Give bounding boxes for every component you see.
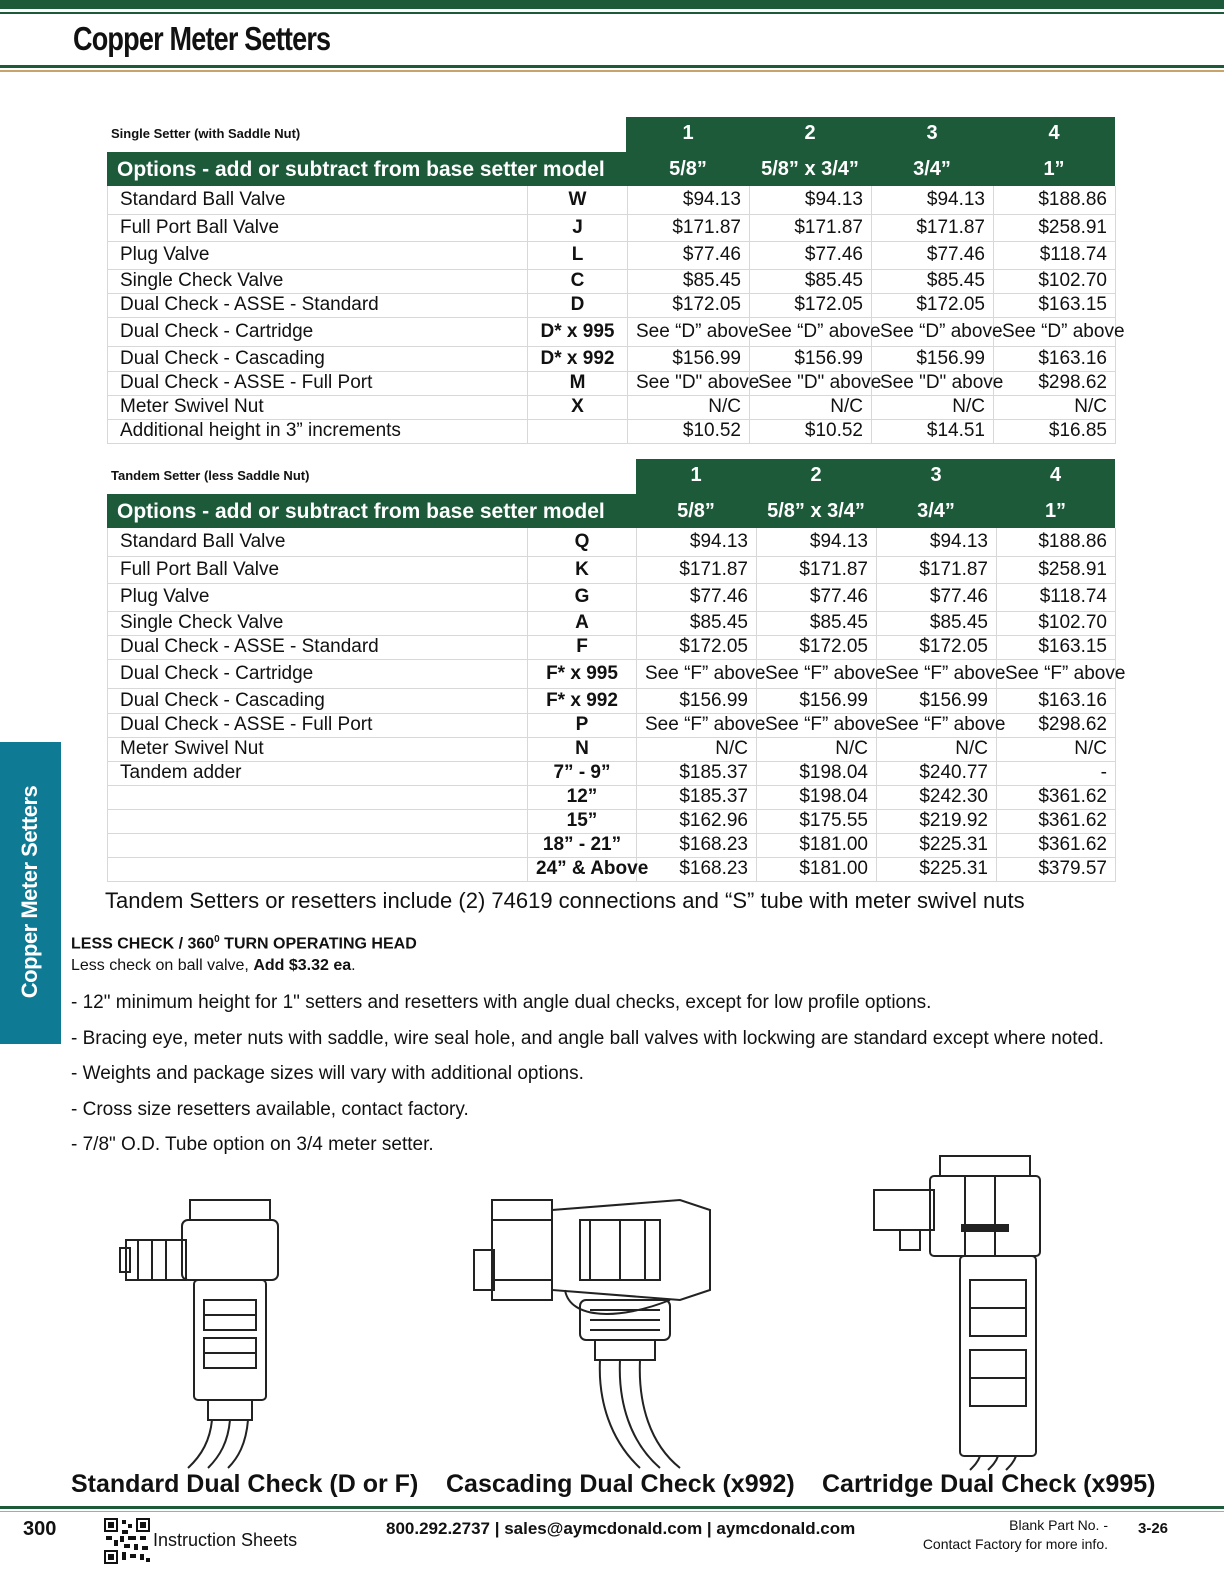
price-cell: See "D" above (872, 371, 994, 395)
single-col-size: 5/8” (669, 158, 707, 180)
price-cell: $175.55 (757, 809, 877, 833)
price-cell: $198.04 (757, 785, 877, 809)
less-check-title: LESS CHECK / $360^0$ TURN OPERATING HEAD (71, 934, 417, 953)
price-cell: $156.99 (637, 688, 757, 713)
price-cell: $77.46 (757, 583, 877, 611)
code-cell: D* x 995 (528, 317, 628, 346)
price-cell: N/C (872, 395, 994, 419)
single-options-label: Options - add or subtract from base setter model (117, 158, 605, 181)
code-cell: N (528, 737, 637, 761)
price-cell: N/C (750, 395, 872, 419)
table-row (108, 528, 1116, 556)
price-cell: $298.62 (997, 713, 1116, 737)
price-cell: $156.99 (757, 688, 877, 713)
single-col-number: 1 (682, 122, 694, 144)
option-cell: Full Port Ball Valve (108, 556, 528, 583)
price-cell: $171.87 (757, 556, 877, 583)
price-cell: $77.46 (872, 241, 994, 269)
table-row (108, 186, 1116, 214)
tandem-col-size: 3/4” (917, 500, 955, 522)
table-row (108, 833, 1116, 857)
cartridge-dual-check-caption: Cartridge Dual Check (x995) (822, 1470, 1156, 1498)
table-row (108, 419, 1116, 443)
code-cell: 24” & Above (528, 857, 637, 881)
price-cell: See “D” above (628, 317, 750, 346)
option-cell: Plug Valve (108, 241, 528, 269)
price-cell: $102.70 (997, 611, 1116, 635)
price-cell: $258.91 (994, 214, 1116, 241)
tandem-col-number: 1 (690, 464, 702, 486)
cartridge-dual-check-illustration (870, 1150, 1050, 1470)
code-cell: 7” - 9” (528, 761, 637, 785)
tandem-options-label: Options - add or subtract from base setter model (117, 500, 605, 523)
price-cell: $77.46 (750, 241, 872, 269)
single-setter-table (107, 186, 1125, 444)
option-cell: Single Check Valve (108, 611, 528, 635)
tandem-col-size: 5/8” x 3/4” (767, 500, 865, 522)
price-cell: N/C (757, 737, 877, 761)
price-cell: See “F” above (997, 659, 1116, 688)
price-cell: $188.86 (994, 186, 1116, 214)
option-cell (108, 833, 528, 857)
price-cell: See "D" above (750, 371, 872, 395)
price-cell: $361.62 (997, 785, 1116, 809)
instruction-sheets-link[interactable]: Instruction Sheets (153, 1530, 298, 1550)
footer-contact[interactable]: 800.292.2737 | sales@aymcdonald.com | aymcdonald.com (386, 1519, 856, 1538)
option-cell (108, 809, 528, 833)
price-cell: See “D” above (750, 317, 872, 346)
price-cell: See “F” above (637, 713, 757, 737)
option-cell (108, 785, 528, 809)
price-cell: $185.37 (637, 785, 757, 809)
price-cell: $171.87 (750, 214, 872, 241)
option-cell: Dual Check - ASSE - Standard (108, 635, 528, 659)
price-cell: $85.45 (750, 269, 872, 293)
single-col-size: 5/8” x 3/4” (761, 158, 859, 180)
price-cell: $118.74 (994, 241, 1116, 269)
code-cell: W (528, 186, 628, 214)
code-cell: C (528, 269, 628, 293)
price-cell: $85.45 (637, 611, 757, 635)
price-cell: $156.99 (628, 346, 750, 371)
qr-code-icon[interactable] (104, 1518, 150, 1564)
price-cell: $298.62 (994, 371, 1116, 395)
code-cell (528, 419, 628, 443)
price-cell: N/C (877, 737, 997, 761)
price-cell: N/C (997, 737, 1116, 761)
price-cell: $181.00 (757, 857, 877, 881)
price-cell: $185.37 (637, 761, 757, 785)
option-cell: Plug Valve (108, 583, 528, 611)
option-cell: Full Port Ball Valve (108, 214, 528, 241)
title-rule (0, 65, 1224, 68)
code-cell: X (528, 395, 628, 419)
tandem-col-number: 4 (1049, 464, 1062, 486)
price-cell: $219.92 (877, 809, 997, 833)
code-cell: L (528, 241, 628, 269)
option-cell: Dual Check - Cartridge (108, 659, 528, 688)
option-cell: Dual Check - ASSE - Standard (108, 293, 528, 317)
table-row (108, 688, 1116, 713)
price-cell: $85.45 (872, 269, 994, 293)
price-cell: $163.16 (997, 688, 1116, 713)
tandem-col-size: 5/8” (677, 500, 715, 522)
price-cell: $77.46 (628, 241, 750, 269)
price-cell: $172.05 (872, 293, 994, 317)
note-item: - Weights and package sizes will vary with additional options. (71, 1063, 584, 1084)
price-cell: $225.31 (877, 857, 997, 881)
price-cell: $172.05 (750, 293, 872, 317)
table-row (108, 214, 1116, 241)
table-row (108, 269, 1116, 293)
code-cell: F* x 995 (528, 659, 637, 688)
table-row (108, 809, 1116, 833)
option-cell: Dual Check - Cascading (108, 688, 528, 713)
table-row (108, 583, 1116, 611)
option-cell: Dual Check - Cascading (108, 346, 528, 371)
tandem-col-number: 3 (930, 464, 942, 486)
note-item: - Bracing eye, meter nuts with saddle, wire seal hole, and angle ball valves with lockwing are standard except where noted. (71, 1027, 1104, 1049)
price-cell: See “F” above (637, 659, 757, 688)
price-cell: See “D” above (994, 317, 1116, 346)
section-number: 3-26 (1138, 1520, 1169, 1537)
option-cell (108, 857, 528, 881)
table-row (108, 611, 1116, 635)
price-cell: $163.15 (994, 293, 1116, 317)
note-item: - 7/8" O.D. Tube option on 3/4 meter setter. (71, 1134, 434, 1155)
price-cell: - (997, 761, 1116, 785)
single-col-size: 1” (1043, 158, 1065, 180)
price-cell: N/C (994, 395, 1116, 419)
price-cell: $171.87 (877, 556, 997, 583)
tandem-col-number: 2 (810, 464, 822, 486)
table-row (108, 317, 1116, 346)
code-cell: F* x 992 (528, 688, 637, 713)
price-cell: $156.99 (877, 688, 997, 713)
price-cell: $171.87 (637, 556, 757, 583)
option-cell: Standard Ball Valve (108, 186, 528, 214)
price-cell: $162.96 (637, 809, 757, 833)
price-cell: $102.70 (994, 269, 1116, 293)
price-cell: $118.74 (997, 583, 1116, 611)
price-cell: $240.77 (877, 761, 997, 785)
price-cell: $181.00 (757, 833, 877, 857)
option-cell: Standard Ball Valve (108, 528, 528, 556)
table-row (108, 737, 1116, 761)
table-row (108, 556, 1116, 583)
table-row (108, 713, 1116, 737)
table-row (108, 857, 1116, 881)
price-cell: $156.99 (872, 346, 994, 371)
footer-rule-gold (0, 1511, 1224, 1512)
tandem-setter-table (107, 528, 1126, 882)
price-cell: $171.87 (872, 214, 994, 241)
option-cell: Dual Check - Cartridge (108, 317, 528, 346)
table-row (108, 635, 1116, 659)
single-col-number: 4 (1048, 122, 1060, 144)
cascading-dual-check-caption: Cascading Dual Check (x992) (446, 1470, 795, 1498)
standard-dual-check-illustration (118, 1190, 288, 1470)
price-cell: See "D" above (628, 371, 750, 395)
price-cell: $77.46 (637, 583, 757, 611)
price-cell: $14.51 (872, 419, 994, 443)
price-cell: $379.57 (997, 857, 1116, 881)
code-cell: M (528, 371, 628, 395)
option-cell: Meter Swivel Nut (108, 395, 528, 419)
price-cell: $94.13 (750, 186, 872, 214)
table-row (108, 395, 1116, 419)
price-cell: $225.31 (877, 833, 997, 857)
price-cell: $94.13 (637, 528, 757, 556)
price-cell: N/C (628, 395, 750, 419)
code-cell: 12” (528, 785, 637, 809)
price-cell: See “F” above (757, 713, 877, 737)
price-cell: $172.05 (637, 635, 757, 659)
code-cell: Q (528, 528, 637, 556)
price-cell: $94.13 (872, 186, 994, 214)
table-row (108, 293, 1116, 317)
tandem-col-size: 1” (1044, 500, 1067, 522)
price-cell: $77.46 (877, 583, 997, 611)
title-rule-gold (0, 70, 1224, 72)
price-cell: $163.15 (997, 635, 1116, 659)
code-cell: 18” - 21” (528, 833, 637, 857)
page-number: 300 (23, 1518, 57, 1540)
code-cell: F (528, 635, 637, 659)
note-item: - 12" minimum height for 1" setters and resetters with angle dual checks, except for low profile options. (71, 992, 932, 1013)
top-rule-thin (0, 12, 1224, 14)
single-col-number: 2 (804, 122, 816, 144)
price-cell: $188.86 (997, 528, 1116, 556)
price-cell: $242.30 (877, 785, 997, 809)
code-cell: K (528, 556, 637, 583)
single-col-number: 3 (926, 122, 938, 144)
price-cell: See “F” above (877, 713, 997, 737)
code-cell: J (528, 214, 628, 241)
price-cell: $163.16 (994, 346, 1116, 371)
code-cell: 15” (528, 809, 637, 833)
less-check-text: Less check on ball valve, Add $3.32 ea. (71, 957, 356, 974)
price-cell: $171.87 (628, 214, 750, 241)
price-cell: $94.13 (877, 528, 997, 556)
cascading-dual-check-illustration (470, 1190, 720, 1470)
table-row (108, 761, 1116, 785)
price-cell: $361.62 (997, 833, 1116, 857)
price-cell: See “F” above (877, 659, 997, 688)
price-cell: $172.05 (628, 293, 750, 317)
price-cell: $85.45 (877, 611, 997, 635)
price-cell: N/C (637, 737, 757, 761)
price-cell: $85.45 (628, 269, 750, 293)
standard-dual-check-caption: Standard Dual Check (D or F) (71, 1470, 419, 1498)
price-cell: $168.23 (637, 833, 757, 857)
page-title: Copper Meter Setters (73, 20, 331, 57)
table-row (108, 659, 1116, 688)
price-cell: $258.91 (997, 556, 1116, 583)
option-cell: Tandem adder (108, 761, 528, 785)
price-cell: $10.52 (750, 419, 872, 443)
table-row (108, 371, 1116, 395)
code-cell: D* x 992 (528, 346, 628, 371)
price-cell: $94.13 (628, 186, 750, 214)
table-row (108, 241, 1116, 269)
option-cell: Dual Check - ASSE - Full Port (108, 371, 528, 395)
option-cell: Meter Swivel Nut (108, 737, 528, 761)
code-cell: G (528, 583, 637, 611)
price-cell: See “D” above (872, 317, 994, 346)
top-rule (0, 0, 1224, 9)
price-cell: $361.62 (997, 809, 1116, 833)
single-col-size: 3/4” (913, 158, 951, 180)
price-cell: $198.04 (757, 761, 877, 785)
option-cell: Additional height in 3” increments (108, 419, 528, 443)
tandem-note: Tandem Setters or resetters include (2) 74619 connections and “S” tube with meter swivel nuts (105, 888, 1025, 913)
blank-part-note: Blank Part No. - Contact Factory for more info. (922, 1517, 1108, 1552)
price-cell: $172.05 (877, 635, 997, 659)
footer-rule (0, 1506, 1224, 1509)
option-cell: Single Check Valve (108, 269, 528, 293)
section-side-tab[interactable] (0, 742, 61, 1044)
table-row (108, 785, 1116, 809)
price-cell: $156.99 (750, 346, 872, 371)
price-cell: $16.85 (994, 419, 1116, 443)
code-cell: P (528, 713, 637, 737)
option-cell: Dual Check - ASSE - Full Port (108, 713, 528, 737)
tandem-setter-caption: Tandem Setter (less Saddle Nut) (111, 468, 310, 483)
price-cell: $10.52 (628, 419, 750, 443)
note-item: - Cross size resetters available, contact factory. (71, 1098, 469, 1120)
table-row (108, 346, 1116, 371)
price-cell: $85.45 (757, 611, 877, 635)
single-setter-caption: Single Setter (with Saddle Nut) (111, 126, 301, 141)
notes-list (71, 992, 1104, 1170)
price-cell: $168.23 (637, 857, 757, 881)
price-cell: $94.13 (757, 528, 877, 556)
side-tab-label: Copper Meter Setters (17, 785, 42, 999)
code-cell: A (528, 611, 637, 635)
price-cell: $172.05 (757, 635, 877, 659)
price-cell: See “F” above (757, 659, 877, 688)
code-cell: D (528, 293, 628, 317)
